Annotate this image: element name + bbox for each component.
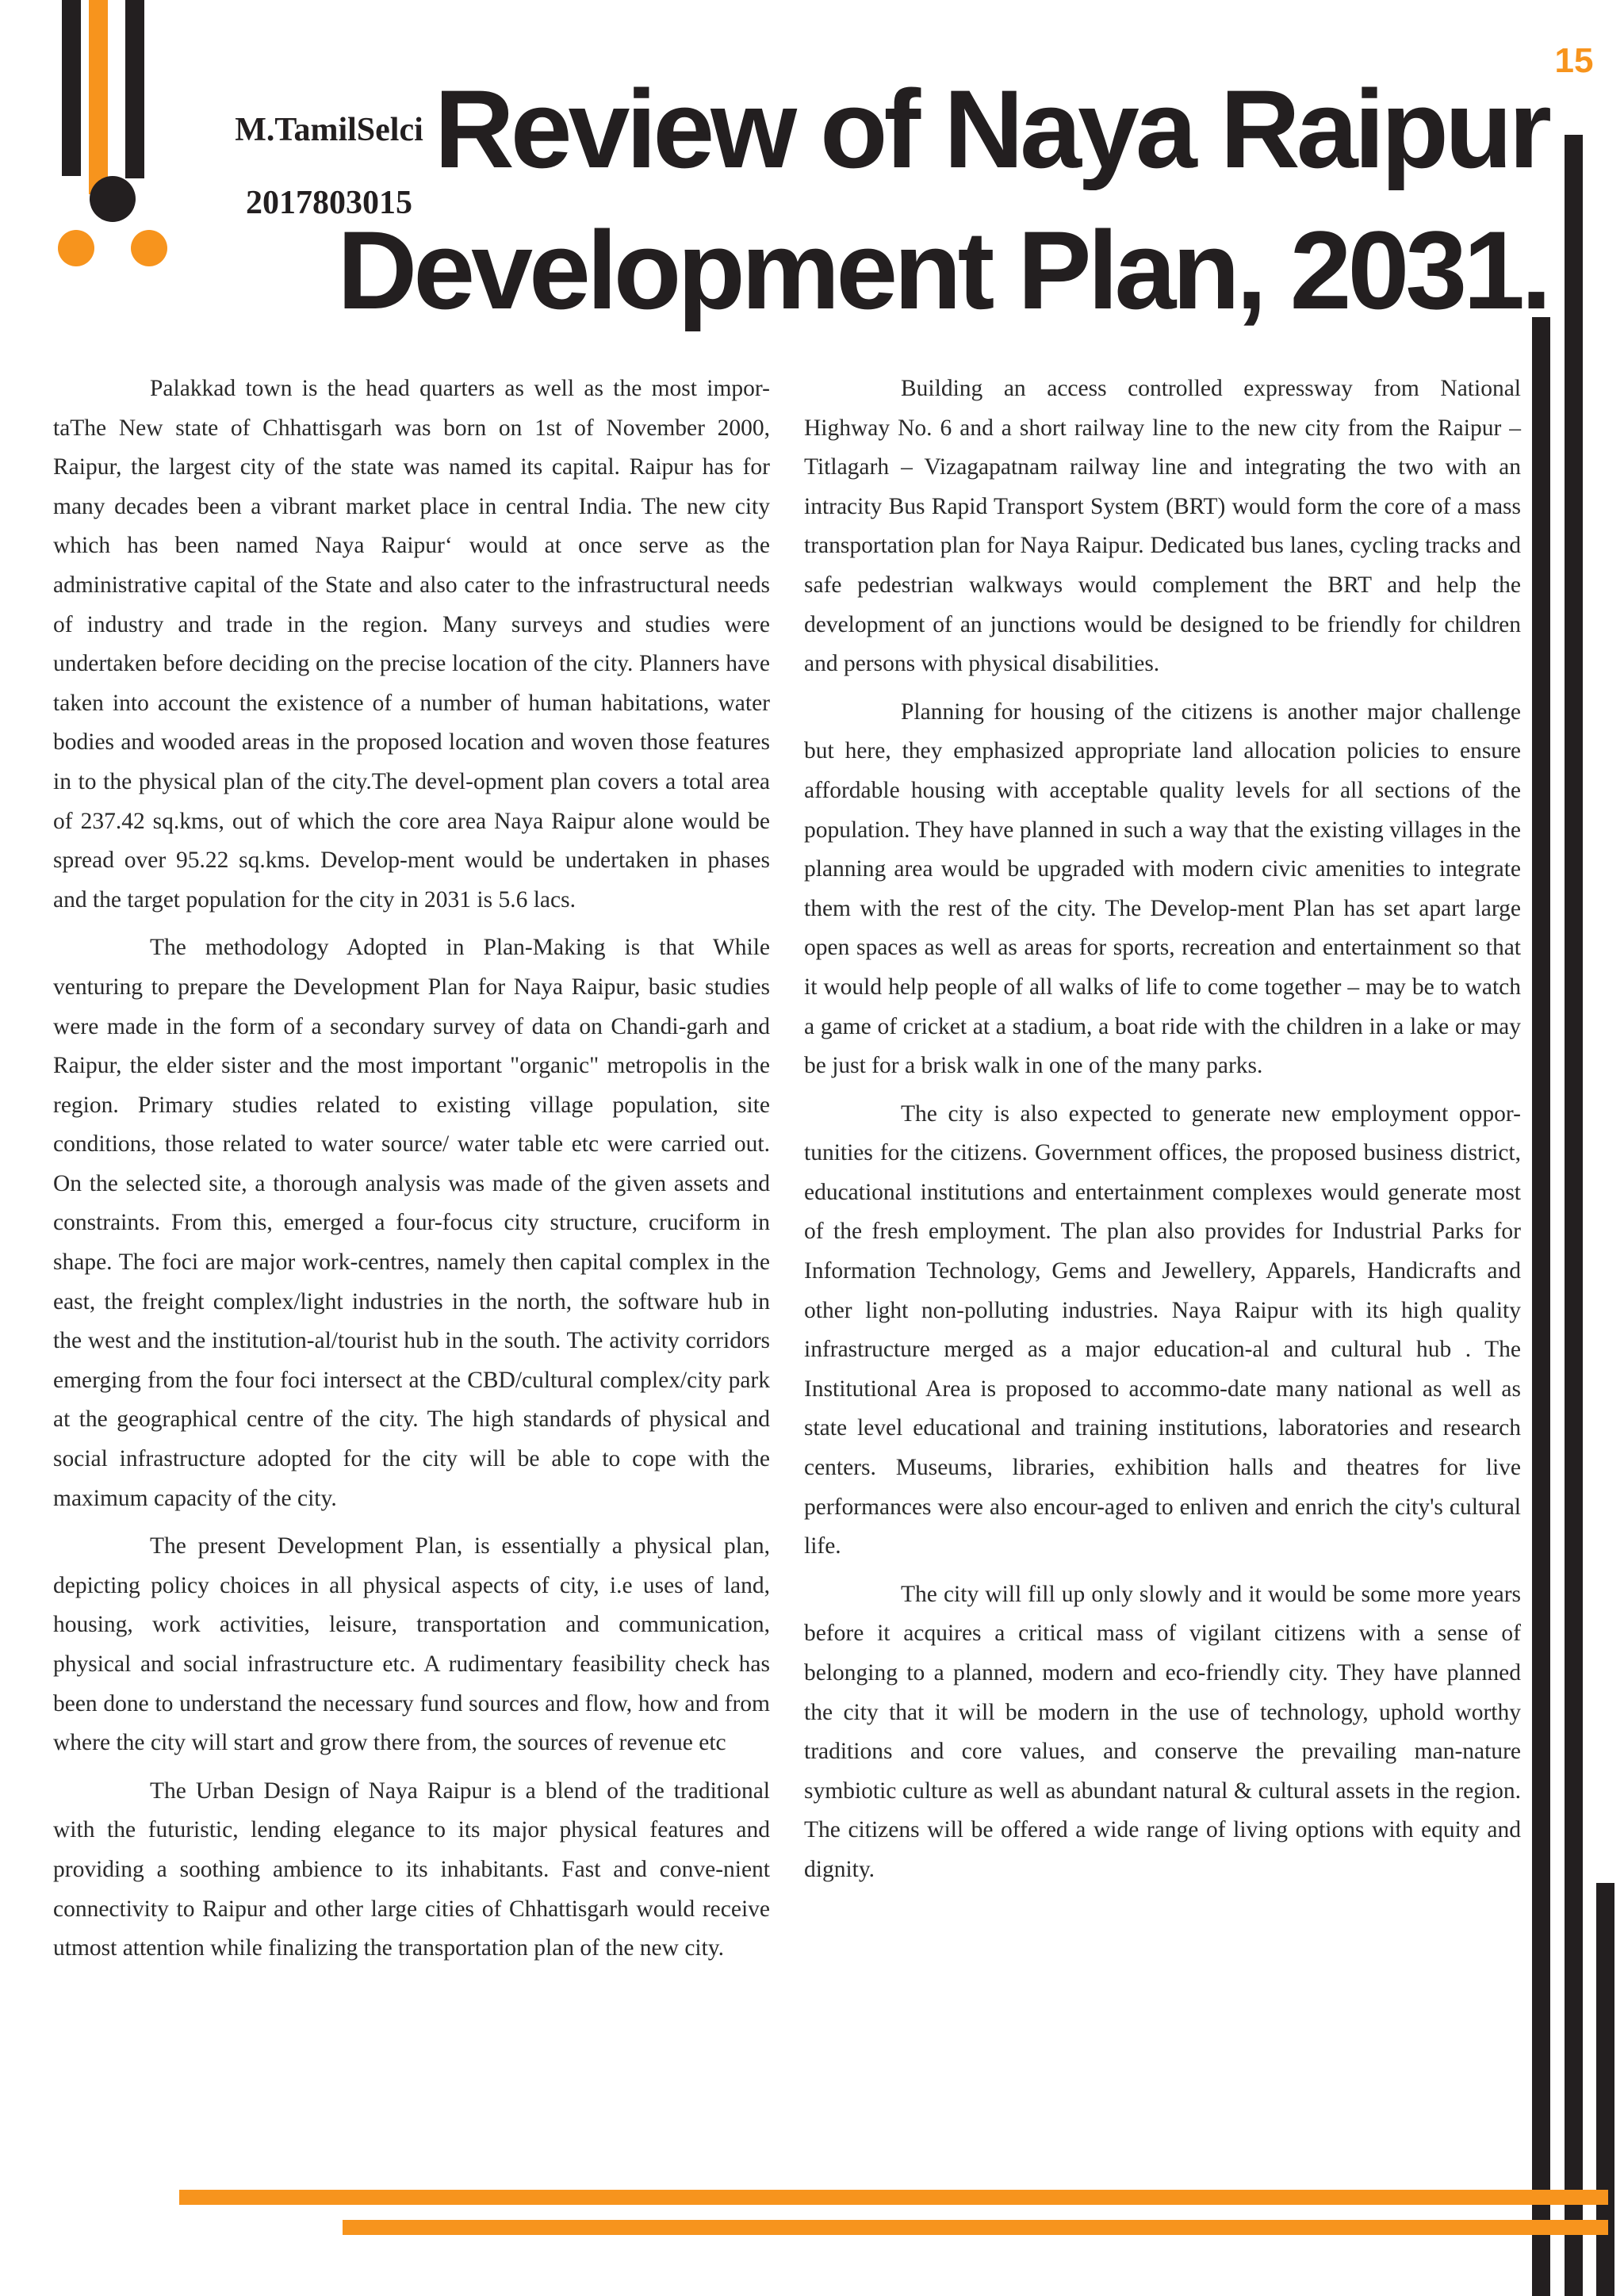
paragraph: The city will fill up only slowly and it would be some more years before it acquires a critical mass of vigilant citizens with a sense of belonging to a planned, modern and eco-friendly city. They have planned the city that it will be modern in the use of technology, uphold worthy traditions and core values, and conserve the prevailing man-nature symbiotic culture as well as abundant natural & cultural assets in the region. The citizens will be offered a wide range of living options with equity and dignity.	[804, 1581, 1521, 1882]
paragraph: Building an access controlled expressway from National Highway No. 6 and a short railway line to the new city from the Raipur – Titlagarh – Vizagapatnam railway line and integrating the two with an intracity Bus Rapid Transport System (BRT) would form the core of a mass transportation plan for Naya Raipur. Dedicated bus lanes, cycling tracks and safe pedestrian walkways would complement the BRT and help the development of an junctions would be designed to be friendly for children and persons with physical disabilities.	[804, 376, 1521, 677]
paragraph: The present Development Plan, is essentially a physical plan, depicting policy choices in all physical aspects of city, i.e uses of land, housing, work activities, leisure, transportation and communication, physical and social infrastructure etc. A rudimentary feasibility check has been done to understand the necessary fund sources and flow, how and from where the city will start and grow there from, the sources of revenue etc	[53, 1533, 770, 1756]
decorative-bar-orange-bottom-1	[179, 2190, 1608, 2205]
left-column	[53, 369, 770, 1977]
paragraph: Palakkad town is the head quarters as well as the most impor-taThe New state of Chhattisgarh was born on 1st of November 2000, Raipur, the largest city of the state was named its capital. Raipur has for many decades been a vibrant market place in central India. The new city which has been named Naya Raipur‘ would at once serve as the administrative capital of the State and also cater to the infrastructural needs of industry and trade in the region. Many surveys and studies were undertaken before deciding on the precise location of the city. Planners have taken into account the existence of a number of human habitations, water bodies and wooded areas in the proposed location and woven those features in to the physical plan of the city.The devel-opment plan covers a total area of 237.42 sq.kms, out of which the core area Naya Raipur alone would be spread over 95.22 sq.kms. Develop-ment would be undertaken in phases and the target population for the city in 2031 is 5.6 lacs.	[53, 376, 770, 913]
decorative-bar-black-left-2	[125, 0, 144, 178]
paragraph: The methodology Adopted in Plan-Making is that While venturing to prepare the Development Plan for Naya Raipur, basic studies were made in the form of a secondary survey of data on Chandi-garh and Raipur, the elder sister and the most important "organic" metropolis in the region. Primary studies related to existing village population, site conditions, those related to water source/ water table etc were carried out. On the selected site, a thorough analysis was made of the given assets and constraints. From this, emerged a four-focus city structure, cruciform in shape. The foci are major work-centres, namely then capital complex in the east, the freight complex/light industries in the north, the software hub in the west and the institution-al/tourist hub in the south. The activity corridors emerging from the four foci intersect at the CBD/cultural complex/city park at the geographical centre of the city. The high standards of physical and social infrastructure adopted for the city will be able to cope with the maximum capacity of the city.	[53, 935, 770, 1511]
right-column	[804, 369, 1521, 1899]
page-number: 15	[1554, 41, 1594, 80]
title-line-1: Review of Naya Raipur	[434, 67, 1548, 191]
paragraph: Planning for housing of the citizens is another major challenge but here, they emphasized appropriate land allocation policies to ensure affordable housing with acceptable quality levels for all sections of the population. They have planned in such a way that the existing villages in the planning area would be upgraded with modern civic amenities to integrate them with the rest of the city. The Develop-ment Plan has set apart large open spaces as well as areas for sports, recreation and entertainment so that it would help people of all walks of life to come together – may be to watch a game of cricket at a stadium, a boat ride with the children in a lake or may be just for a brisk walk in one of the many parks.	[804, 698, 1521, 1079]
decorative-bar-black-right-2	[1532, 317, 1550, 2296]
decorative-bar-orange-left	[89, 0, 108, 194]
title-line-2: Development Plan, 2031.	[337, 208, 1548, 332]
decorative-bar-black-right-1	[1565, 135, 1583, 2296]
decorative-dot-black	[90, 176, 136, 222]
author-name: M.TamilSelci	[235, 112, 423, 148]
paragraph: The Urban Design of Naya Raipur is a blend of the traditional with the futuristic, lending elegance to its major physical features and providing a soothing ambience to its inhabitants. Fast and conve-nient connectivity to Raipur and other large cities of Chhattisgarh would receive utmost attention while finalizing the transportation plan of the new city.	[53, 1777, 770, 1961]
decorative-dot-orange-1	[58, 230, 94, 266]
decorative-bar-black-left	[62, 0, 81, 176]
author-id: 2017803015	[246, 185, 412, 221]
decorative-bar-orange-bottom-2	[343, 2220, 1608, 2235]
decorative-dot-orange-2	[131, 230, 167, 266]
paragraph: The city is also expected to generate new employment oppor-tunities for the citizens. Government offices, the proposed business district, educational institutions and entertainment complexes would generate most of the fresh employment. The plan also provides for Industrial Parks for Information Technology, Gems and Jewellery, Apparels, Handicrafts and other light non-polluting industries. Naya Raipur with its high quality infrastructure merged as a major education-al and cultural hub . The Institutional Area is proposed to accommo-date many national as well as state level educational and training institutions, laboratories and research centers. Museums, libraries, exhibition halls and theatres for live performances were also encour-aged to enliven and enrich the city's cultural life.	[804, 1100, 1521, 1559]
